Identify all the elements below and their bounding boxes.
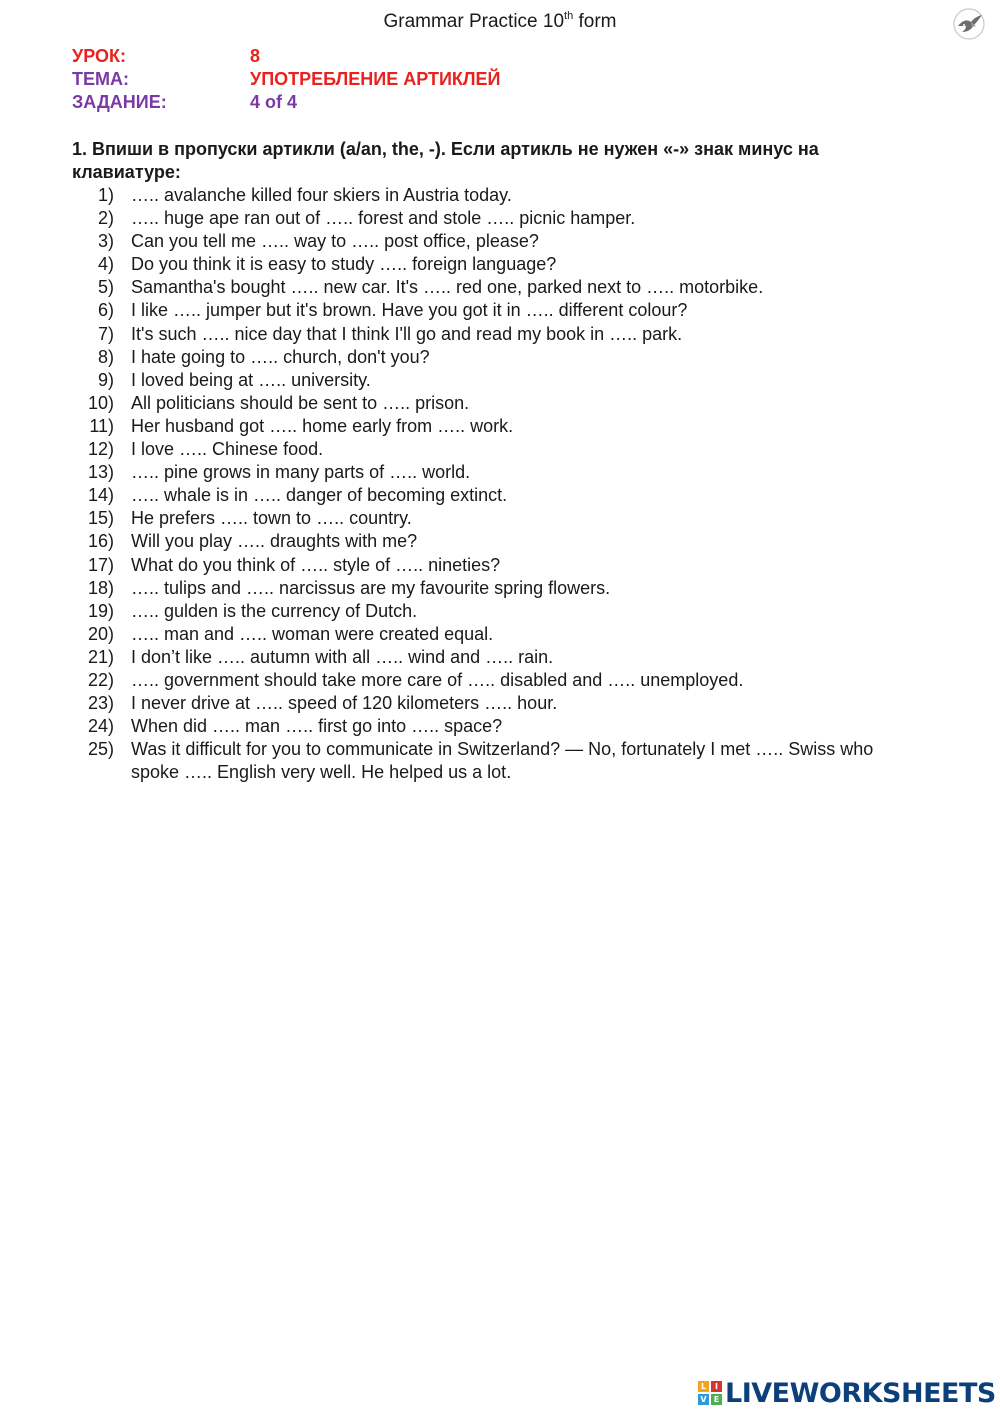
list-item <box>72 323 902 346</box>
exercise-list <box>72 184 902 784</box>
brand-name: LIVEWORKSHEETS <box>725 1377 996 1409</box>
item-number: 16) <box>87 531 114 552</box>
item-sentence: He prefers ….. town to ….. country. <box>131 508 412 529</box>
item-number: 8) <box>97 346 114 367</box>
item-sentence: ….. whale is in ….. danger of becoming extinct. <box>131 485 508 506</box>
item-sentence: ….. pine grows in many parts of ….. world. <box>131 462 471 483</box>
page-title <box>0 11 1000 33</box>
list-item <box>72 415 902 438</box>
item-sentence: ….. huge ape ran out of ….. forest and stole ….. picnic hamper. <box>131 208 636 229</box>
item-sentence: ….. government should take more care of ….. disabled and ….. unemployed. <box>131 669 744 690</box>
liveworksheets-logo-icon <box>698 1381 722 1405</box>
item-sentence: Will you play ….. draughts with me? <box>131 531 418 552</box>
lesson-value: 8 <box>250 46 261 66</box>
item-number: 3) <box>97 231 114 252</box>
item-number: 7) <box>97 323 114 344</box>
item-sentence: Was it difficult for you to communicate in Switzerland? — No, fortunately I met ….. Swiss who spoke ….. English very well. He helped us a lot. <box>131 739 874 783</box>
item-number: 15) <box>87 508 114 529</box>
logo-square-v: V <box>698 1394 709 1405</box>
lesson-meta <box>72 45 500 114</box>
item-sentence: I never drive at ….. speed of 120 kilometers ….. hour. <box>131 693 558 714</box>
list-item <box>72 299 902 322</box>
task-label: ЗАДАНИЕ: <box>72 92 167 112</box>
logo-square-l: L <box>698 1381 709 1392</box>
item-sentence: Samantha's bought ….. new car. It's ….. red one, parked next to ….. motorbike. <box>131 277 764 298</box>
item-number: 17) <box>87 554 114 575</box>
item-sentence: It's such ….. nice day that I think I'll go and read my book in ….. park. <box>131 323 683 344</box>
item-number: 6) <box>97 300 114 321</box>
liveworksheets-logo <box>698 1378 996 1408</box>
list-item <box>72 692 902 715</box>
item-sentence: Her husband got ….. home early from ….. work. <box>131 415 514 436</box>
item-sentence: When did ….. man ….. first go into ….. space? <box>131 716 503 737</box>
list-item <box>72 346 902 369</box>
item-number: 25) <box>87 739 114 760</box>
list-item <box>72 600 902 623</box>
item-sentence: Do you think it is easy to study ….. foreign language? <box>131 254 557 275</box>
item-sentence: I hate going to ….. church, don't you? <box>131 346 430 367</box>
logo-square-i: I <box>711 1381 722 1392</box>
item-sentence: I loved being at ….. university. <box>131 369 371 390</box>
item-sentence: ….. gulden is the currency of Dutch. <box>131 600 418 621</box>
list-item <box>72 530 902 553</box>
item-number: 19) <box>87 600 114 621</box>
lesson-label: УРОК: <box>72 46 126 66</box>
list-item <box>72 253 902 276</box>
item-sentence: I love ….. Chinese food. <box>131 439 324 460</box>
task-value: 4 of 4 <box>250 92 298 112</box>
topic-row <box>72 68 500 91</box>
title-superscript: th <box>564 10 574 22</box>
item-number: 22) <box>87 669 114 690</box>
item-number: 12) <box>87 439 114 460</box>
item-number: 11) <box>89 415 114 436</box>
item-number: 13) <box>87 462 114 483</box>
item-number: 1) <box>97 185 114 205</box>
item-number: 10) <box>87 392 114 413</box>
logo-square-e: E <box>711 1394 722 1405</box>
item-sentence: What do you think of ….. style of ….. nineties? <box>131 554 501 575</box>
list-item <box>72 738 902 784</box>
title-prefix: Grammar Practice 10 <box>383 11 565 32</box>
list-item <box>72 461 902 484</box>
item-number: 20) <box>87 623 114 644</box>
item-sentence: ….. tulips and ….. narcissus are my favourite spring flowers. <box>131 577 611 598</box>
list-item <box>72 438 902 461</box>
list-item <box>72 369 902 392</box>
list-item <box>72 276 902 299</box>
item-number: 24) <box>87 716 114 737</box>
bird-logo-icon <box>950 6 988 42</box>
item-number: 23) <box>87 693 114 714</box>
topic-label: ТЕМА: <box>72 69 129 89</box>
list-item <box>72 392 902 415</box>
item-number: 9) <box>97 369 114 390</box>
list-item <box>72 554 902 577</box>
item-sentence: ….. man and ….. woman were created equal. <box>131 623 494 644</box>
item-number: 21) <box>87 646 114 667</box>
item-number: 2) <box>97 208 114 229</box>
item-sentence: ….. avalanche killed four skiers in Austria today. <box>131 185 512 205</box>
item-sentence: I like ….. jumper but it's brown. Have you got it in ….. different colour? <box>131 300 688 321</box>
item-number: 18) <box>87 577 114 598</box>
item-sentence: I don’t like ….. autumn with all ….. wind and ….. rain. <box>131 646 554 667</box>
list-item <box>72 230 902 253</box>
list-item <box>72 484 902 507</box>
item-sentence: Can you tell me ….. way to ….. post office, please? <box>131 231 539 252</box>
list-item <box>72 577 902 600</box>
exercise-instruction: 1. Впиши в пропуски артикли (a/an, the, -). Если артикль не нужен «-» знак минус на клавиатуре: <box>72 139 819 182</box>
lesson-row <box>72 45 500 68</box>
title-suffix: form <box>573 11 617 32</box>
list-item <box>72 646 902 669</box>
item-sentence: All politicians should be sent to ….. prison. <box>131 392 470 413</box>
list-item <box>72 507 902 530</box>
list-item <box>72 669 902 692</box>
item-number: 4) <box>97 254 114 275</box>
list-item <box>72 623 902 646</box>
list-item <box>72 715 902 738</box>
topic-value: УПОТРЕБЛЕНИЕ АРТИКЛЕЙ <box>250 69 501 89</box>
item-number: 14) <box>87 485 114 506</box>
list-item <box>72 207 902 230</box>
task-row <box>72 91 500 114</box>
item-number: 5) <box>97 277 114 298</box>
list-item <box>72 184 902 207</box>
